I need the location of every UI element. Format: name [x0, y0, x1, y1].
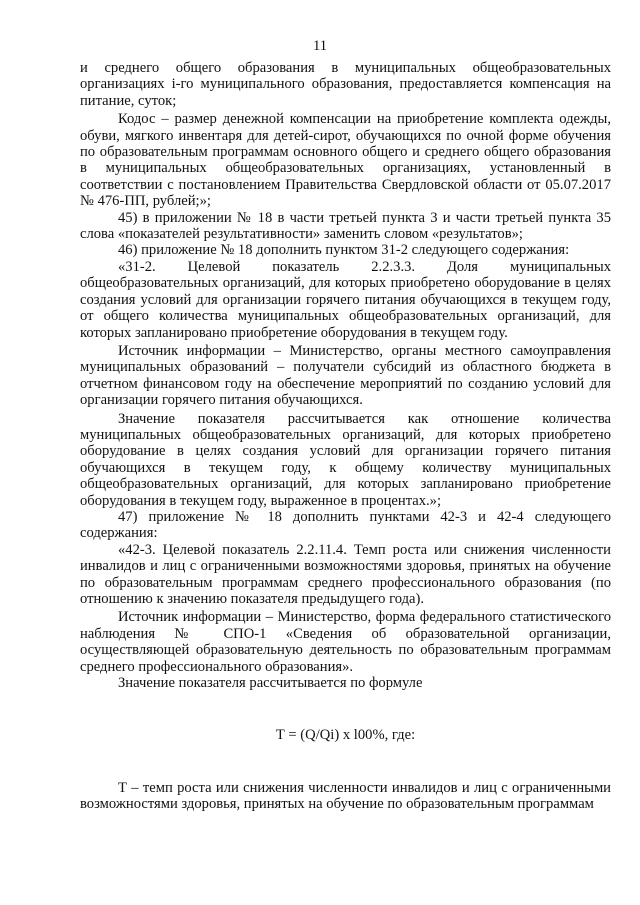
paragraph-item-45: 45) в приложении № 18 в части третьей пункта 3 и части третьей пункта 35 слова «показателей результативности» заменить словом «результатов»; [80, 209, 611, 243]
formula: Т = (Q/Qi) x l00%, где: [275, 727, 416, 744]
paragraph-continuation: и среднего общего образования в муниципальных общеобразовательных организациях i-го муниципального образования, предоставляется компенсация на питание, суток; [80, 60, 611, 109]
paragraph-31-2: «31-2. Целевой показатель 2.2.3.3. Доля муниципальных общеобразовательных организаций, для которых приобретено оборудование в целях создания условий для организации горячего питания обучающихся в текущем году, от общего количества муниципальных общеобразовательных организаций, для которых запланировано приобретение оборудования в текущем году. [80, 258, 611, 341]
paragraph-item-46: 46) приложение № 18 дополнить пунктом 31-2 следующего содержания: [118, 242, 570, 259]
paragraph-value-calc-1: Значение показателя рассчитывается как отношение количества муниципальных общеобразовательных организаций, для которых приобретено оборудование в целях создания условий для организации горячего питания обучающихся в текущем году, к общему количеству муниципальных общеобразовательных организаций, для которых запланировано приобретение оборудования в текущем году, выраженное в процентах.»; [80, 410, 611, 509]
paragraph-info-source-2: Источник информации – Министерство, форма федерального статистического наблюдения № СПО-1 «Сведения об образовательной организации, осуществляющей образовательную деятельность по образовательным программам среднего профессионального образования». [80, 609, 611, 675]
paragraph-42-3: «42-3. Целевой показатель 2.2.11.4. Темп роста или снижения численности инвалидов и лиц с ограниченными возможностями здоровья, принятых на обучение по образовательным программам среднего профессионального образования (по отношению к значению показателя предыдущего года). [80, 541, 611, 607]
document-body [80, 60, 611, 813]
paragraph-kodos-definition: Кодос – размер денежной компенсации на приобретение комплекта одежды, обуви, мягкого инвентаря для детей-сирот, обучающихся по очной форме обучения по образовательным программам основного общего и среднего общего образования в муниципальных общеобразовательных организациях, установленный в соответствии с постановлением Правительства Свердловской области от 05.07.2017 № 476-ПП, рублей;»; [80, 111, 611, 210]
paragraph-formula-intro: Значение показателя рассчитывается по формуле [118, 675, 423, 692]
page-number: 11 [312, 38, 328, 54]
paragraph-item-47: 47) приложение № 18 дополнить пунктами 42-3 и 42-4 следующего содержания: [80, 508, 611, 542]
paragraph-t-definition: Т – темп роста или снижения численности инвалидов и лиц с ограниченными возможностями здоровья, принятых на обучение по образовательным программам [80, 779, 611, 813]
paragraph-info-source-1: Источник информации – Министерство, органы местного самоуправления муниципальных образований – получатели субсидий из областного бюджета в отчетном финансовом году на обеспечение мероприятий по созданию условий для организации горячего питания обучающихся. [80, 342, 611, 409]
